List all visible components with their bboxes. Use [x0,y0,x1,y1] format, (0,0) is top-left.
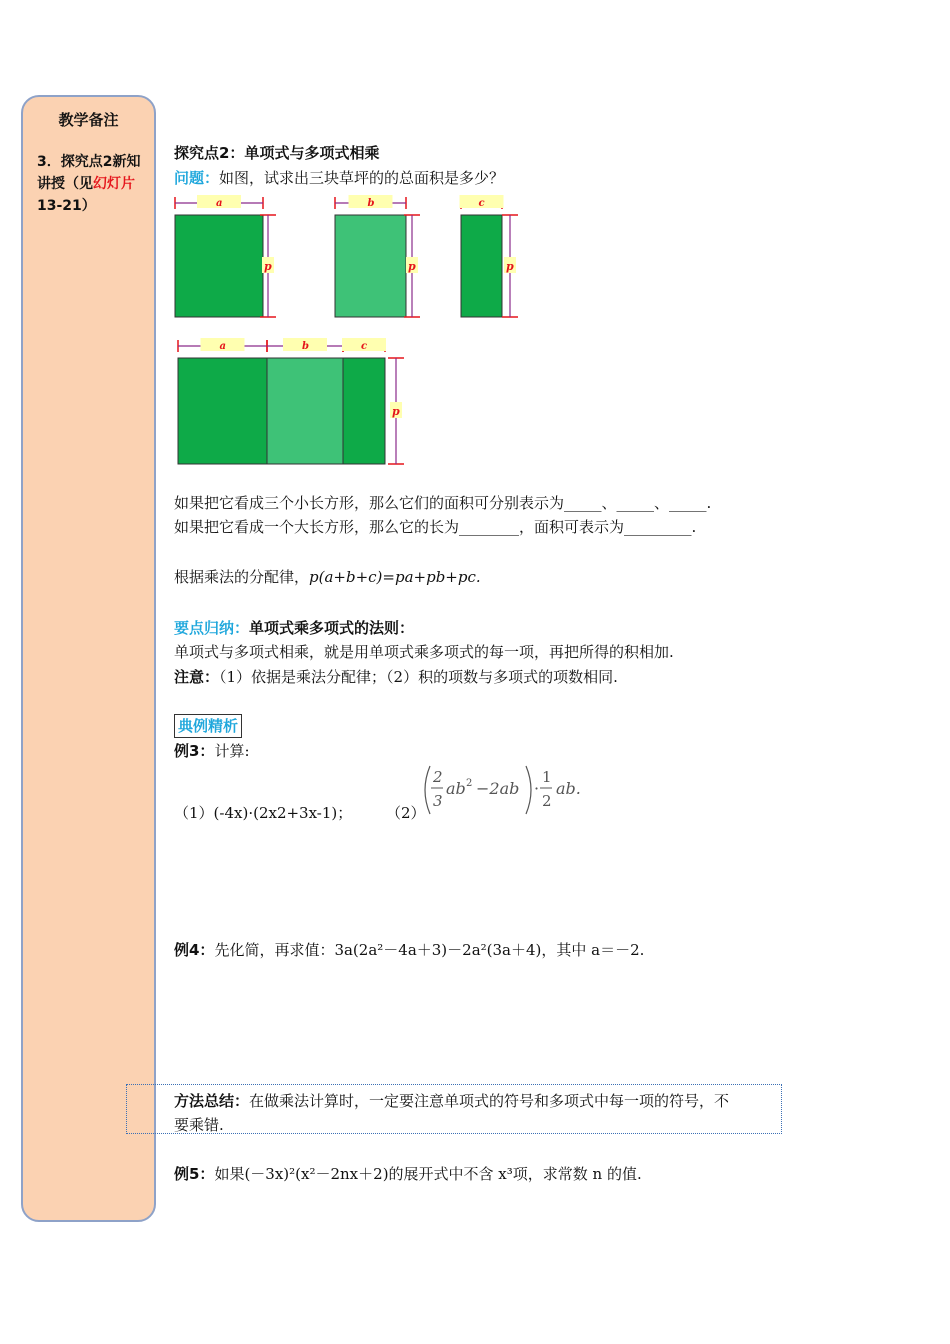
question-text: 如图，试求出三块草坪的的总面积是多少？ [219,169,505,187]
examples-header: 典例精析 [174,714,242,738]
distributive-text: 根据乘法的分配律， [174,568,310,586]
method-label: 方法总结： [174,1092,250,1110]
distributive-formula: p(a+b+c)=pa+pb+pc. [309,568,481,586]
blank-line-2: 如果把它看成一个大长方形，那么它的长为________，面积可表示为_________. [174,518,697,536]
sidebar-note-prefix: 3．探究点2新知讲授（见 [37,154,141,192]
rect-c [461,215,502,317]
example-5 [174,1163,642,1185]
lawn-diagram-b-c [330,190,540,330]
term-minus-2ab: −2ab [476,779,520,798]
question [174,167,504,189]
method-summary [174,1090,729,1112]
term-tail: ab. [556,779,581,798]
sidebar-title: 教学备注 [58,111,119,129]
teaching-notes-sidebar [21,95,156,1222]
frac2-num: 1 [542,768,552,786]
example-3-part-2-label: （2） [386,804,426,822]
example-4 [174,939,644,961]
sidebar-note [37,151,149,217]
note-text: （1）依据是乘法分配律；（2）积的项数与多项式的项数相同. [219,668,618,686]
arrow-a-label: a [216,198,223,209]
distributive-law [174,566,481,588]
arrow-big-a-label: a [219,341,226,352]
left-paren [425,766,430,814]
big-rect-b [267,358,343,464]
summary-rule: 单项式与多项式相乘，就是用单项式乘多项式的每一项，再把所得的积相加. [174,643,674,661]
arrow-p-c-label: p [506,260,514,273]
section-heading: 探究点2：单项式与多项式相乘 [174,144,380,162]
method-text-2: 要乘错. [174,1116,224,1134]
sidebar-note-suffix: 13-21） [37,198,96,214]
example-5-label: 例5： [174,1165,215,1183]
method-text-1: 在做乘法计算时，一定要注意单项式的符号和多项式中每一项的符号，不 [249,1092,730,1110]
example-3-text: 计算: [214,742,250,760]
example-3-part-1: （1）(-4x)·(2x2+3x-1)； [174,804,353,822]
summary-label: 要点归纳： [174,619,250,637]
dot: · [534,779,540,798]
example-3 [174,740,250,762]
example-3-label: 例3： [174,742,215,760]
frac1-den: 3 [433,792,443,810]
arrow-p-a-label: p [264,260,272,273]
right-paren [526,766,531,814]
arrow-big-p-label: p [392,405,400,418]
big-rect-c [343,358,385,464]
summary-title: 单项式乘多项式的法则： [249,619,415,637]
arrow-big-c-label: c [361,341,368,352]
term-exp: 2 [466,778,473,789]
arrow-p-b-label: p [408,260,416,273]
blank-line-1: 如果把它看成三个小长方形，那么它们的面积可分别表示为_____、_____、_____. [174,494,712,512]
rect-b [335,215,406,317]
example-3-part-2-expression [418,762,598,818]
example-4-text: 先化简，再求值：3a(2a²－4a＋3)－2a²(3a＋4)，其中 a＝－2. [214,941,645,959]
note-label: 注意： [174,668,220,686]
example-5-text: 如果(－3x)²(x²－2nx＋2)的展开式中不含 x³项，求常数 n 的值. [214,1165,642,1183]
summary-heading [174,617,414,639]
rect-a [175,215,263,317]
term-ab: ab [446,779,466,798]
arrow-b-label: b [367,198,375,209]
arrow-big-b-label: b [302,341,309,352]
frac1-num: 2 [433,768,443,786]
big-rect-a [178,358,267,464]
frac2-den: 2 [542,792,552,810]
example-4-label: 例4： [174,941,215,959]
question-label: 问题： [174,169,220,187]
sidebar-note-slides: 幻灯片 [93,176,135,192]
summary-note [174,666,618,688]
arrow-c-label: c [478,198,485,209]
